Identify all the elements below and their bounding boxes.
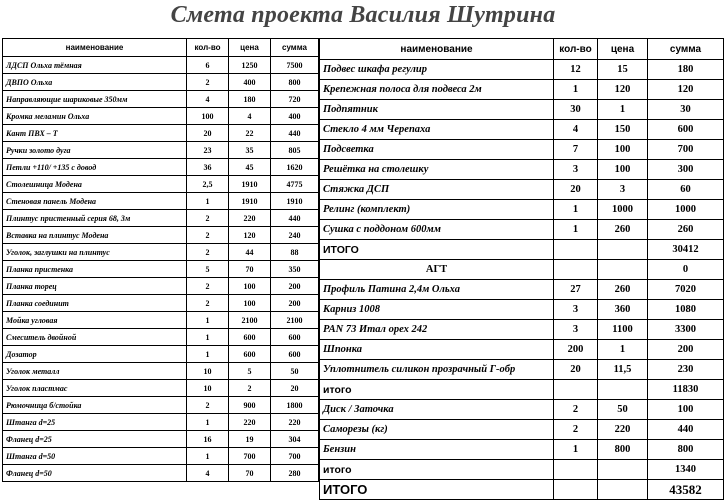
item-price: 360 (598, 300, 648, 320)
item-sum: 180 (648, 60, 724, 80)
subtotal-row (320, 240, 724, 260)
grand-total-row (320, 480, 724, 500)
item-sum: 7500 (271, 57, 319, 74)
item-sum: 440 (648, 420, 724, 440)
item-qty: 2 (187, 227, 229, 244)
item-name: Штанга d=25 (3, 414, 187, 431)
table-row (320, 420, 724, 440)
item-price: 150 (598, 120, 648, 140)
item-name: Направляющие шариковые 350мм (3, 91, 187, 108)
table-row (3, 431, 319, 448)
table-row (3, 448, 319, 465)
item-sum: 2100 (271, 312, 319, 329)
item-qty: 20 (187, 125, 229, 142)
item-price: 900 (229, 397, 271, 414)
item-qty: 1 (187, 312, 229, 329)
item-name: Планка соединит (3, 295, 187, 312)
item-qty: 4 (187, 465, 229, 482)
item-price: 15 (598, 60, 648, 80)
item-qty: 1 (187, 329, 229, 346)
item-qty: 2 (554, 400, 598, 420)
item-name: Карниз 1008 (320, 300, 554, 320)
item-price: 50 (598, 400, 648, 420)
item-sum: 230 (648, 360, 724, 380)
item-name: Рюмочница б/стойка (3, 397, 187, 414)
section-row-label: АГТ (320, 260, 554, 280)
header-price: цена (229, 39, 271, 57)
item-price: 400 (229, 74, 271, 91)
table-row (3, 295, 319, 312)
subtotal-row-sum: 30412 (648, 240, 724, 260)
item-sum: 220 (271, 414, 319, 431)
item-sum: 200 (271, 278, 319, 295)
item-sum: 720 (271, 91, 319, 108)
empty-cell (598, 240, 648, 260)
item-qty: 1 (554, 80, 598, 100)
item-price: 100 (229, 295, 271, 312)
item-qty: 2 (187, 278, 229, 295)
grand-total-row-sum: 43582 (648, 480, 724, 500)
item-price: 260 (598, 280, 648, 300)
item-sum: 20 (271, 380, 319, 397)
item-sum: 800 (648, 440, 724, 460)
item-sum: 200 (271, 295, 319, 312)
subtotal-row (320, 380, 724, 400)
grand-total-row-label: ИТОГО (320, 480, 554, 500)
item-name: Планка торец (3, 278, 187, 295)
table-row (3, 176, 319, 193)
item-qty: 200 (554, 340, 598, 360)
item-qty: 1 (554, 220, 598, 240)
item-price: 70 (229, 261, 271, 278)
item-sum: 440 (271, 210, 319, 227)
table-row (320, 160, 724, 180)
item-name: Петли +110/ +135 с довод (3, 159, 187, 176)
item-qty: 1 (187, 346, 229, 363)
item-price: 11,5 (598, 360, 648, 380)
item-price: 1 (598, 100, 648, 120)
item-price: 1100 (598, 320, 648, 340)
item-sum: 800 (271, 74, 319, 91)
item-name: PAN 73 Итал орех 242 (320, 320, 554, 340)
item-sum: 1000 (648, 200, 724, 220)
item-sum: 1800 (271, 397, 319, 414)
item-name: Ручки золото дуга (3, 142, 187, 159)
table-row (320, 440, 724, 460)
item-name: Саморезы (кг) (320, 420, 554, 440)
table-row (320, 320, 724, 340)
item-qty: 2 (187, 244, 229, 261)
table-row (3, 159, 319, 176)
item-price: 100 (598, 160, 648, 180)
item-qty: 2 (187, 397, 229, 414)
empty-cell (598, 480, 648, 500)
header-row (3, 39, 319, 57)
item-sum: 700 (271, 448, 319, 465)
item-qty: 4 (554, 120, 598, 140)
item-qty: 2,5 (187, 176, 229, 193)
item-price: 1 (598, 340, 648, 360)
item-price: 100 (598, 140, 648, 160)
item-sum: 100 (648, 400, 724, 420)
item-name: Уголок металл (3, 363, 187, 380)
item-name: Подсветка (320, 140, 554, 160)
item-qty: 3 (554, 300, 598, 320)
item-name: Дозатор (3, 346, 187, 363)
item-price: 1250 (229, 57, 271, 74)
item-price: 120 (598, 80, 648, 100)
estimate-table-left (2, 38, 319, 482)
item-sum: 600 (648, 120, 724, 140)
item-sum: 600 (271, 329, 319, 346)
item-price: 700 (229, 448, 271, 465)
empty-cell (554, 380, 598, 400)
table-row (3, 125, 319, 142)
table-row (320, 360, 724, 380)
item-price: 2 (229, 380, 271, 397)
item-sum: 30 (648, 100, 724, 120)
table-row (3, 74, 319, 91)
subtotal-row-sum: 11830 (648, 380, 724, 400)
item-price: 22 (229, 125, 271, 142)
table-row (320, 180, 724, 200)
table-row (3, 346, 319, 363)
item-sum: 1910 (271, 193, 319, 210)
item-price: 220 (229, 414, 271, 431)
item-sum: 60 (648, 180, 724, 200)
item-name: Уголок, заглушки на плинтус (3, 244, 187, 261)
table-row (320, 60, 724, 80)
item-price: 600 (229, 346, 271, 363)
item-price: 180 (229, 91, 271, 108)
item-sum: 440 (271, 125, 319, 142)
item-name: ДВПО Ольха (3, 74, 187, 91)
item-qty: 16 (187, 431, 229, 448)
item-qty: 7 (554, 140, 598, 160)
item-name: Фланец d=25 (3, 431, 187, 448)
item-qty: 4 (187, 91, 229, 108)
item-qty: 3 (554, 320, 598, 340)
item-price: 800 (598, 440, 648, 460)
item-sum: 260 (648, 220, 724, 240)
item-price: 1910 (229, 193, 271, 210)
item-sum: 120 (648, 80, 724, 100)
item-name: Релинг (комплект) (320, 200, 554, 220)
item-price: 100 (229, 278, 271, 295)
item-qty: 27 (554, 280, 598, 300)
table-row (3, 210, 319, 227)
item-price: 3 (598, 180, 648, 200)
item-qty: 2 (187, 74, 229, 91)
item-name: Шпонка (320, 340, 554, 360)
empty-cell (554, 240, 598, 260)
item-name: Смеситель двойной (3, 329, 187, 346)
table-row (320, 300, 724, 320)
table-row (3, 142, 319, 159)
table-row (320, 120, 724, 140)
subtotal-row-label: ИТОГО (320, 240, 554, 260)
subtotal-row-label: итого (320, 460, 554, 480)
empty-cell (598, 380, 648, 400)
item-name: Крепежная полоса для подвеса 2м (320, 80, 554, 100)
item-sum: 350 (271, 261, 319, 278)
empty-cell (554, 460, 598, 480)
item-sum: 200 (648, 340, 724, 360)
item-qty: 10 (187, 363, 229, 380)
estimate-table-right (319, 38, 724, 500)
header-sum: сумма (648, 39, 724, 60)
item-sum: 7020 (648, 280, 724, 300)
item-price: 220 (229, 210, 271, 227)
empty-cell (598, 260, 648, 280)
header-name: наименование (3, 39, 187, 57)
item-name: Стяжка ДСП (320, 180, 554, 200)
item-name: Плинтус пристенный серия 68, 3м (3, 210, 187, 227)
item-qty: 1 (554, 440, 598, 460)
table-row (320, 200, 724, 220)
item-name: Уголок пластмас (3, 380, 187, 397)
item-name: Стеновая панель Модена (3, 193, 187, 210)
item-sum: 400 (271, 108, 319, 125)
item-qty: 100 (187, 108, 229, 125)
table-row (3, 261, 319, 278)
item-name: Вставка на плинтус Модена (3, 227, 187, 244)
item-qty: 5 (187, 261, 229, 278)
item-name: Диск / Заточка (320, 400, 554, 420)
item-price: 600 (229, 329, 271, 346)
item-name: Профиль Патина 2,4м Ольха (320, 280, 554, 300)
table-row (3, 91, 319, 108)
item-name: Штанга d=50 (3, 448, 187, 465)
item-name: Подпятник (320, 100, 554, 120)
item-sum: 3300 (648, 320, 724, 340)
item-price: 44 (229, 244, 271, 261)
item-price: 5 (229, 363, 271, 380)
empty-cell (554, 260, 598, 280)
item-name: Решётка на столешку (320, 160, 554, 180)
table-row (3, 363, 319, 380)
item-qty: 20 (554, 360, 598, 380)
item-sum: 300 (648, 160, 724, 180)
table-row (3, 57, 319, 74)
item-sum: 50 (271, 363, 319, 380)
item-sum: 280 (271, 465, 319, 482)
item-price: 260 (598, 220, 648, 240)
document-title: Смета проекта Василия Шутрина (170, 2, 556, 28)
table-row (3, 329, 319, 346)
table-row (3, 465, 319, 482)
table-row (320, 220, 724, 240)
table-row (3, 312, 319, 329)
item-name: Сушка с поддоном 600мм (320, 220, 554, 240)
item-name: Кромка меламин Ольха (3, 108, 187, 125)
item-price: 4 (229, 108, 271, 125)
item-qty: 2 (554, 420, 598, 440)
item-name: Стекло 4 мм Черепаха (320, 120, 554, 140)
item-qty: 2 (187, 295, 229, 312)
section-row (320, 260, 724, 280)
item-qty: 1 (554, 200, 598, 220)
item-sum: 4775 (271, 176, 319, 193)
item-name: Мойка угловая (3, 312, 187, 329)
item-qty: 30 (554, 100, 598, 120)
item-qty: 36 (187, 159, 229, 176)
item-price: 120 (229, 227, 271, 244)
item-price: 35 (229, 142, 271, 159)
item-price: 1000 (598, 200, 648, 220)
item-name: Планка пристенка (3, 261, 187, 278)
item-price: 2100 (229, 312, 271, 329)
item-qty: 6 (187, 57, 229, 74)
item-sum: 1080 (648, 300, 724, 320)
table-row (320, 80, 724, 100)
item-qty: 1 (187, 414, 229, 431)
item-sum: 88 (271, 244, 319, 261)
item-qty: 23 (187, 142, 229, 159)
item-sum: 700 (648, 140, 724, 160)
item-qty: 1 (187, 448, 229, 465)
item-sum: 304 (271, 431, 319, 448)
header-qty: кол-во (187, 39, 229, 57)
item-name: Кант ПВХ – Т (3, 125, 187, 142)
item-price: 220 (598, 420, 648, 440)
item-qty: 10 (187, 380, 229, 397)
table-row (3, 414, 319, 431)
item-sum: 1620 (271, 159, 319, 176)
subtotal-row (320, 460, 724, 480)
item-qty: 20 (554, 180, 598, 200)
subtotal-row-sum: 1340 (648, 460, 724, 480)
table-row (3, 108, 319, 125)
table-row (3, 278, 319, 295)
header-row (320, 39, 724, 60)
item-qty: 1 (187, 193, 229, 210)
item-qty: 3 (554, 160, 598, 180)
table-row (3, 244, 319, 261)
item-sum: 805 (271, 142, 319, 159)
item-sum: 600 (271, 346, 319, 363)
item-price: 45 (229, 159, 271, 176)
item-name: Фланец d=50 (3, 465, 187, 482)
empty-cell (598, 460, 648, 480)
header-qty: кол-во (554, 39, 598, 60)
item-name: Уплотнитель силикон прозрачный Г-обр (320, 360, 554, 380)
section-row-sum: 0 (648, 260, 724, 280)
table-row (3, 227, 319, 244)
item-price: 19 (229, 431, 271, 448)
table-row (320, 280, 724, 300)
item-name: Подвес шкафа регулир (320, 60, 554, 80)
item-qty: 12 (554, 60, 598, 80)
table-row (3, 380, 319, 397)
item-name: Столешница Модена (3, 176, 187, 193)
item-price: 1910 (229, 176, 271, 193)
table-row (3, 397, 319, 414)
header-name: наименование (320, 39, 554, 60)
empty-cell (554, 480, 598, 500)
item-name: Бензин (320, 440, 554, 460)
subtotal-row-label: итого (320, 380, 554, 400)
item-name: ЛДСП Ольха тёмная (3, 57, 187, 74)
header-sum: сумма (271, 39, 319, 57)
table-row (320, 400, 724, 420)
item-price: 70 (229, 465, 271, 482)
table-row (320, 100, 724, 120)
table-row (320, 140, 724, 160)
table-row (3, 193, 319, 210)
item-sum: 240 (271, 227, 319, 244)
item-qty: 2 (187, 210, 229, 227)
header-price: цена (598, 39, 648, 60)
table-row (320, 340, 724, 360)
